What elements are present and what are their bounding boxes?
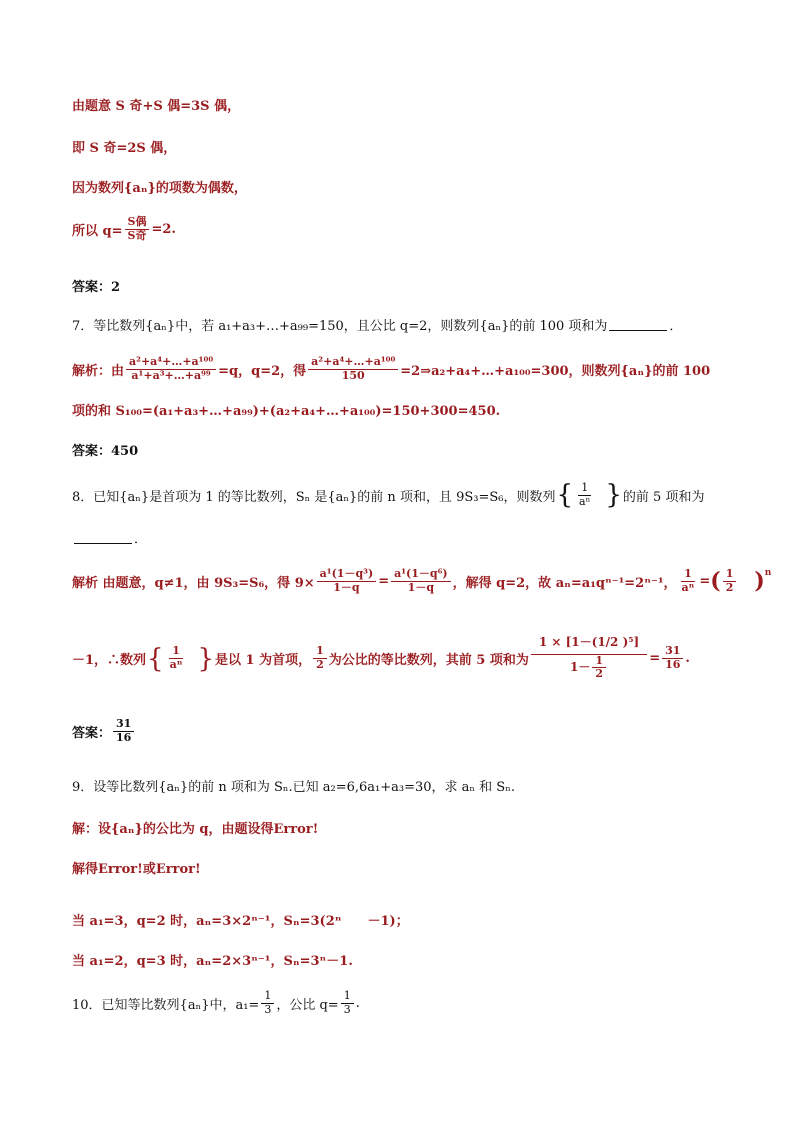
denominator: 2 [725, 580, 734, 594]
fraction [167, 645, 186, 671]
denominator: 2 [595, 667, 604, 681]
text: 项的和 S₁₀₀=(a₁+a₃+…+a₉₉)+(a₂+a₄+…+a₁₀₀)=150+300=450. [72, 404, 501, 419]
text: 是以 1 为首项， [214, 653, 312, 669]
answer-text: 答案：450 [72, 444, 139, 459]
text: 1－ [570, 660, 591, 675]
text: －1，∴数列 [72, 653, 147, 669]
fraction [313, 645, 327, 671]
text: ，解得 q=2，故 aₙ=a₁qⁿ⁻¹=2ⁿ⁻¹， [452, 575, 677, 591]
q8-answer [72, 718, 136, 744]
left-brace: { [147, 643, 164, 674]
fraction [261, 990, 274, 1016]
numerator: a¹(1－q³) [317, 568, 377, 582]
text: 解析 由题意，q≠1，由 9S₃=S₆，得 9× [72, 575, 315, 591]
sol6-answer [72, 276, 120, 295]
sol6-line4 [72, 216, 176, 242]
q8-text [72, 480, 705, 511]
big-fraction [531, 636, 647, 681]
text: 解：设{aₙ}的公比为 q，由题设得Error! [72, 822, 319, 837]
q9-solution-line3 [72, 910, 409, 929]
answer-label: 答案： [72, 725, 112, 741]
text: =q，q=2，得 [218, 363, 307, 379]
numerator: 1 [341, 990, 354, 1004]
denominator: aⁿ [579, 494, 591, 508]
text: 即 S 奇=2S 偶， [72, 141, 177, 156]
numerator: 1 [681, 568, 695, 582]
answer-text: 答案：2 [72, 280, 121, 295]
right-brace: } [197, 643, 214, 674]
denominator: 1－q [407, 580, 435, 594]
denominator: 2 [316, 658, 324, 672]
q9-solution-line1 [72, 818, 318, 837]
text: ． [134, 532, 148, 547]
numerator: 31 [113, 718, 134, 732]
fraction [576, 482, 593, 508]
text: 解得Error!或Error! [72, 862, 201, 877]
denominator: 16 [116, 730, 132, 744]
q9-solution-line4 [72, 950, 353, 969]
right-paren: ) [754, 568, 765, 595]
denominator: S奇 [127, 228, 147, 242]
numerator: 1 [592, 655, 606, 669]
denominator: 16 [665, 658, 681, 672]
text: . [685, 651, 690, 667]
numerator: 1 [723, 568, 737, 582]
text: = [649, 651, 661, 667]
numerator: 1 [169, 645, 183, 659]
q8-blank-line [72, 528, 147, 547]
text: 当 a₁=2，q=3 时，aₙ=2×3ⁿ⁻¹，Sₙ=3ⁿ－1. [72, 954, 353, 969]
numerator: 1 [313, 645, 327, 659]
fraction [391, 568, 451, 594]
numerator: a²+a⁴+…+a¹⁰⁰ [308, 356, 398, 370]
q7-answer [72, 440, 138, 459]
exponent: n [764, 568, 772, 578]
text: = [378, 573, 390, 589]
fraction [723, 568, 737, 594]
text: 为公比的等比数列，其前 5 项和为 [328, 653, 529, 669]
fraction [592, 655, 606, 681]
text: 因为数列{aₙ}的项数为偶数， [72, 181, 247, 196]
denominator: 3 [264, 1002, 272, 1016]
denominator: aⁿ [681, 580, 695, 594]
question-text: 的前 5 项和为 [622, 489, 705, 505]
text: =2. [151, 221, 176, 237]
q7-text [72, 315, 682, 334]
question-text: 10．已知等比数列{aₙ}中，a₁= [72, 997, 260, 1013]
question-text: ，公比 q= [276, 997, 339, 1013]
q9-text [72, 776, 515, 795]
question-text: 8．已知{aₙ}是首项为 1 的等比数列，Sₙ 是{aₙ}的前 n 项和，且 9S₃=S₆，则数列 [72, 489, 556, 505]
numerator: a²+a⁴+…+a¹⁰⁰ [126, 356, 216, 370]
q7-solution-line2 [72, 400, 500, 419]
fraction [125, 216, 150, 242]
fraction [126, 356, 216, 382]
fraction [662, 645, 683, 671]
q10-text [72, 990, 360, 1016]
right-brace: } [605, 480, 622, 511]
denominator: 3 [343, 1002, 351, 1016]
sol6-line2 [72, 137, 176, 156]
text: 解析：由 [72, 363, 125, 379]
numerator: 1 × [1－(1/2 )⁵] [531, 636, 647, 655]
question-text: 9．设等比数列{aₙ}的前 n 项和为 Sₙ.已知 a₂=6,6a₁+a₃=30，求 aₙ 和 Sₙ. [72, 780, 515, 795]
left-paren: ( [710, 568, 721, 595]
sol6-line1 [72, 95, 240, 114]
numerator: 1 [578, 482, 591, 496]
denominator: aⁿ [169, 658, 183, 672]
denominator [567, 655, 611, 681]
numerator: S偶 [125, 216, 150, 230]
numerator: a¹(1－q⁶) [391, 568, 451, 582]
q9-solution-line2 [72, 858, 201, 877]
q8-solution-line1 [72, 568, 771, 594]
sol6-line3 [72, 177, 247, 196]
text: 所以 q= [72, 223, 123, 239]
text: 由题意 S 奇+S 偶=3S 偶， [72, 99, 241, 114]
text: 当 a₁=3，q=2 时，aₙ=3×2ⁿ⁻¹，Sₙ=3(2ⁿ －1)； [72, 914, 409, 929]
denominator: a¹+a³+…+a⁹⁹ [131, 368, 211, 382]
answer-blank [609, 318, 667, 331]
q8-solution-line2 [72, 636, 690, 681]
left-brace: { [556, 480, 574, 511]
fraction [113, 718, 134, 744]
answer-blank [74, 531, 132, 544]
fraction [679, 568, 698, 594]
text: . [355, 995, 360, 1011]
denominator: 150 [341, 368, 365, 382]
fraction [308, 356, 398, 382]
question-text: 7．等比数列{aₙ}中，若 a₁+a₃+…+a₉₉=150，且公比 q=2，则数列{aₙ}的前 100 项和为 [72, 319, 608, 334]
denominator: 1－q [333, 580, 360, 594]
numerator: 1 [261, 990, 274, 1004]
text: = [699, 573, 711, 589]
fraction [341, 990, 354, 1016]
fraction [317, 568, 377, 594]
text: =2⇒a₂+a₄+…+a₁₀₀=300，则数列{aₙ}的前 100 [400, 363, 711, 379]
q7-solution-line1 [72, 356, 710, 382]
text: ． [669, 319, 683, 334]
numerator: 31 [662, 645, 683, 659]
